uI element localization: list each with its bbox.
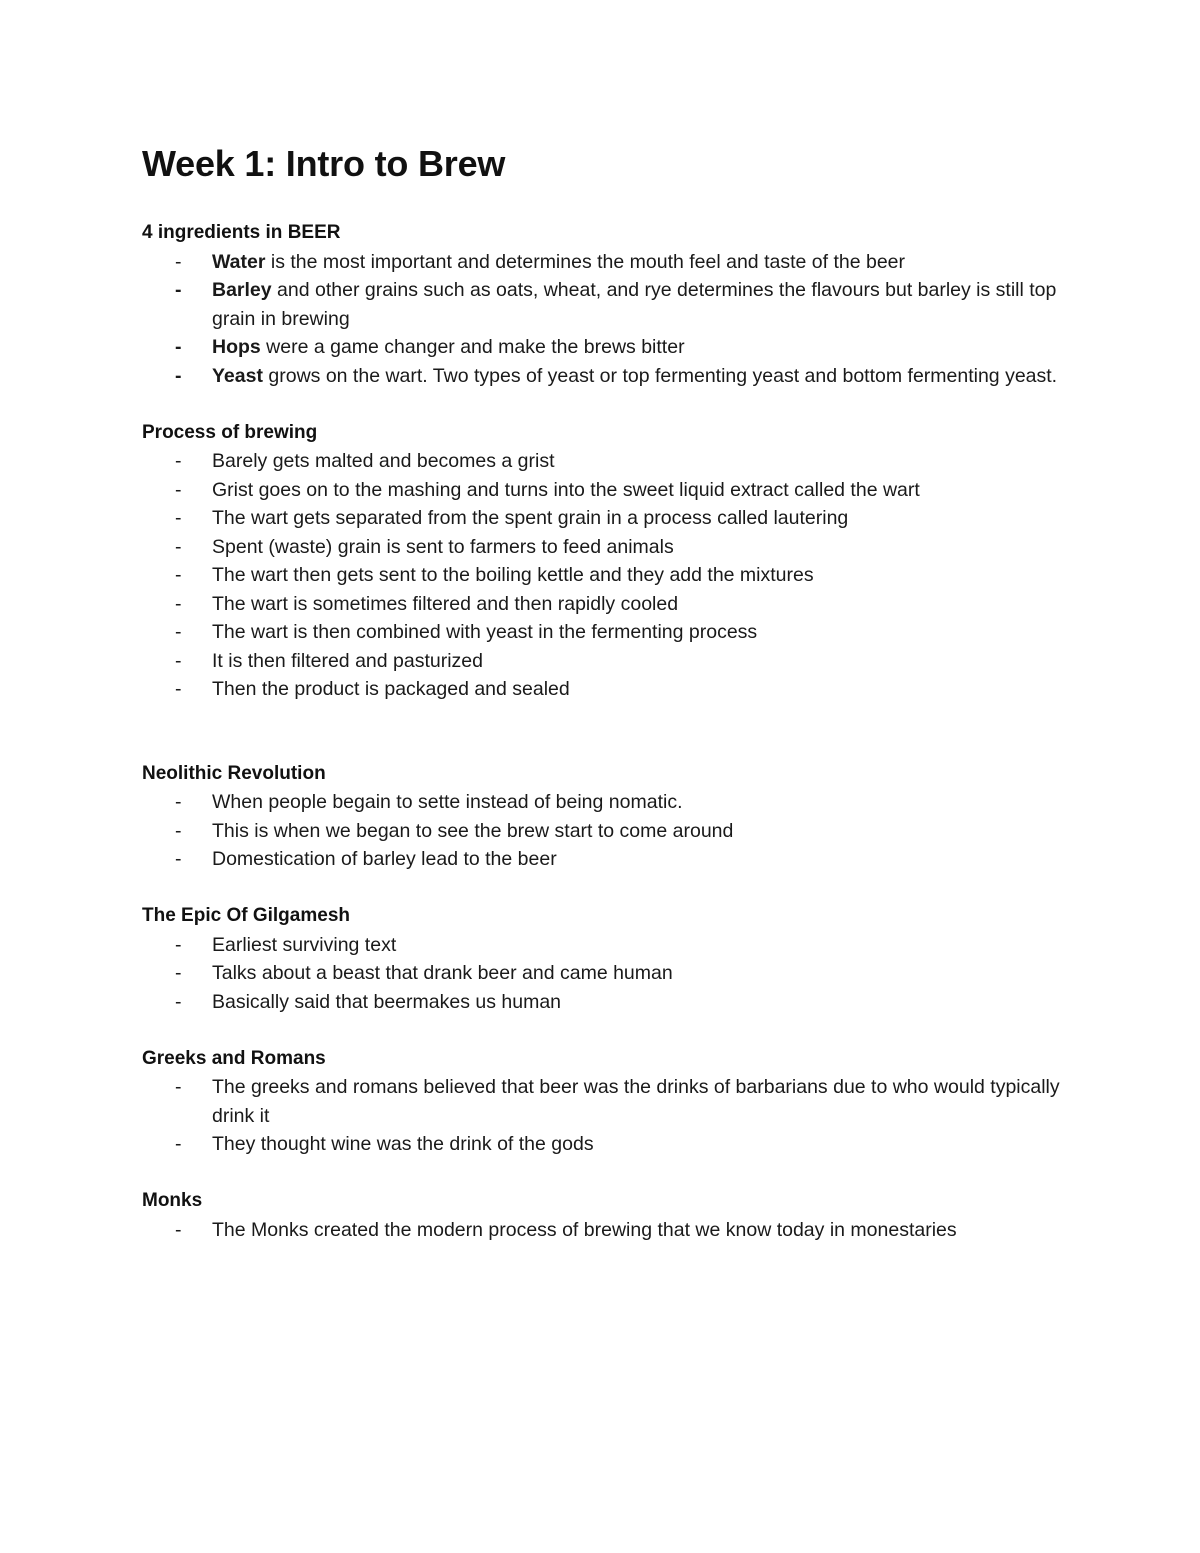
list-item <box>142 1130 1072 1159</box>
ingredient-text: is the most important and determines the mouth feel and taste of the beer <box>265 250 905 273</box>
bullet-dash: - <box>175 933 182 956</box>
list-item-text: Then the product is packaged and sealed <box>212 678 570 700</box>
list-item-text: The greeks and romans believed that beer was the drinks of barbarians due to who would typically drink it <box>212 1076 1060 1127</box>
bullet-dash: - <box>175 1133 182 1155</box>
list-item-text: The wart is then combined with yeast in the fermenting process <box>212 621 758 643</box>
section-monks <box>142 1187 1072 1244</box>
list-item <box>142 788 1072 817</box>
list-item <box>142 333 1072 362</box>
page-title: Week 1: Intro to Brew <box>142 143 506 184</box>
ingredient-term: Hops <box>212 336 261 358</box>
section-ingredients <box>142 219 1072 390</box>
list-item <box>142 1073 1072 1130</box>
bullet-dash: - <box>175 1076 182 1098</box>
list-item <box>142 988 1072 1017</box>
list-item-text: The wart is sometimes filtered and then rapidly cooled <box>212 592 679 615</box>
process-list <box>142 447 1072 704</box>
list-item <box>142 504 1072 533</box>
section-neolithic <box>142 760 1072 874</box>
ingredient-term: Yeast <box>212 364 263 387</box>
list-item <box>142 931 1072 960</box>
list-item <box>142 647 1072 676</box>
bullet-dash: - <box>175 250 182 273</box>
spacer <box>142 390 1072 419</box>
list-item-text: They thought wine was the drink of the gods <box>212 1133 594 1155</box>
bullet-dash: - <box>175 478 182 501</box>
list-item-text: Basically said that beermakes us human <box>212 990 562 1013</box>
list-item-text: The wart then gets sent to the boiling kettle and they add the mixtures <box>212 564 814 586</box>
section-gilgamesh <box>142 902 1072 1016</box>
list-item-text: The Monks created the modern process of brewing that we know today in monestaries <box>212 1218 957 1241</box>
list-item <box>142 959 1072 988</box>
gilgamesh-list <box>142 931 1072 1017</box>
bullet-dash: - <box>175 990 182 1013</box>
ingredient-text: and other grains such as oats, wheat, and rye determines the flavours but barley is still top grain in brewing <box>212 279 1057 330</box>
section-greeks-romans <box>142 1045 1072 1159</box>
section-process <box>142 419 1072 704</box>
bullet-dash: - <box>175 621 182 643</box>
list-item <box>142 675 1072 704</box>
list-item-text: Domestication of barley lead to the beer <box>212 848 557 870</box>
list-item <box>142 533 1072 562</box>
ingredient-term: Barley <box>212 279 272 301</box>
section-heading-process: Process of brewing <box>142 421 318 443</box>
bullet-dash: - <box>175 507 182 529</box>
ingredients-list <box>142 248 1072 391</box>
list-item-text: The wart gets separated from the spent grain in a process called lautering <box>212 507 849 529</box>
section-heading-gilgamesh: The Epic Of Gilgamesh <box>142 905 350 926</box>
list-item <box>142 248 1072 277</box>
bullet-dash: - <box>175 962 182 984</box>
bullet-dash: - <box>175 336 182 358</box>
spacer <box>142 874 1072 903</box>
list-item <box>142 845 1072 874</box>
list-item-text: Spent (waste) grain is sent to farmers to feed animals <box>212 535 674 558</box>
greeks-romans-list <box>142 1073 1072 1159</box>
list-item <box>142 618 1072 647</box>
list-item <box>142 476 1072 505</box>
list-item <box>142 590 1072 619</box>
bullet-dash: - <box>175 791 182 813</box>
document-body <box>142 138 1072 1244</box>
spacer <box>142 1159 1072 1188</box>
bullet-dash: - <box>175 678 182 700</box>
ingredient-text: were a game changer and make the brews bitter <box>260 336 685 358</box>
spacer <box>142 704 1072 760</box>
list-item <box>142 561 1072 590</box>
bullet-dash: - <box>175 848 182 870</box>
list-item-text: When people begain to sette instead of being nomatic. <box>212 791 683 813</box>
ingredient-term: Water <box>212 250 266 273</box>
list-item <box>142 447 1072 476</box>
ingredient-text: grows on the wart. Two types of yeast or top fermenting yeast and bottom fermenting yeast. <box>262 364 1058 387</box>
bullet-dash: - <box>175 649 182 672</box>
section-heading-greeks-romans: Greeks and Romans <box>142 1047 326 1069</box>
bullet-dash: - <box>175 564 182 586</box>
spacer <box>142 1016 1072 1045</box>
list-item <box>142 362 1072 391</box>
list-item-text: It is then filtered and pasturized <box>212 649 483 672</box>
list-item <box>142 1216 1072 1245</box>
bullet-dash: - <box>175 364 182 387</box>
bullet-dash: - <box>175 592 182 615</box>
bullet-dash: - <box>175 1218 182 1241</box>
list-item-text: Earliest surviving text <box>212 933 397 956</box>
section-heading-neolithic: Neolithic Revolution <box>142 762 326 784</box>
list-item-text: Grist goes on to the mashing and turns into the sweet liquid extract called the wart <box>212 478 920 501</box>
monks-list <box>142 1216 1072 1245</box>
bullet-dash: - <box>175 535 182 558</box>
list-item-text: Barely gets malted and becomes a grist <box>212 450 555 472</box>
bullet-dash: - <box>175 819 182 842</box>
list-item <box>142 817 1072 846</box>
bullet-dash: - <box>175 279 182 301</box>
section-heading-ingredients: 4 ingredients in BEER <box>142 222 341 243</box>
bullet-dash: - <box>175 450 182 472</box>
neolithic-list <box>142 788 1072 874</box>
list-item-text: This is when we began to see the brew start to come around <box>212 819 734 842</box>
list-item-text: Talks about a beast that drank beer and came human <box>212 962 673 984</box>
section-heading-monks: Monks <box>142 1190 203 1211</box>
list-item <box>142 276 1072 333</box>
